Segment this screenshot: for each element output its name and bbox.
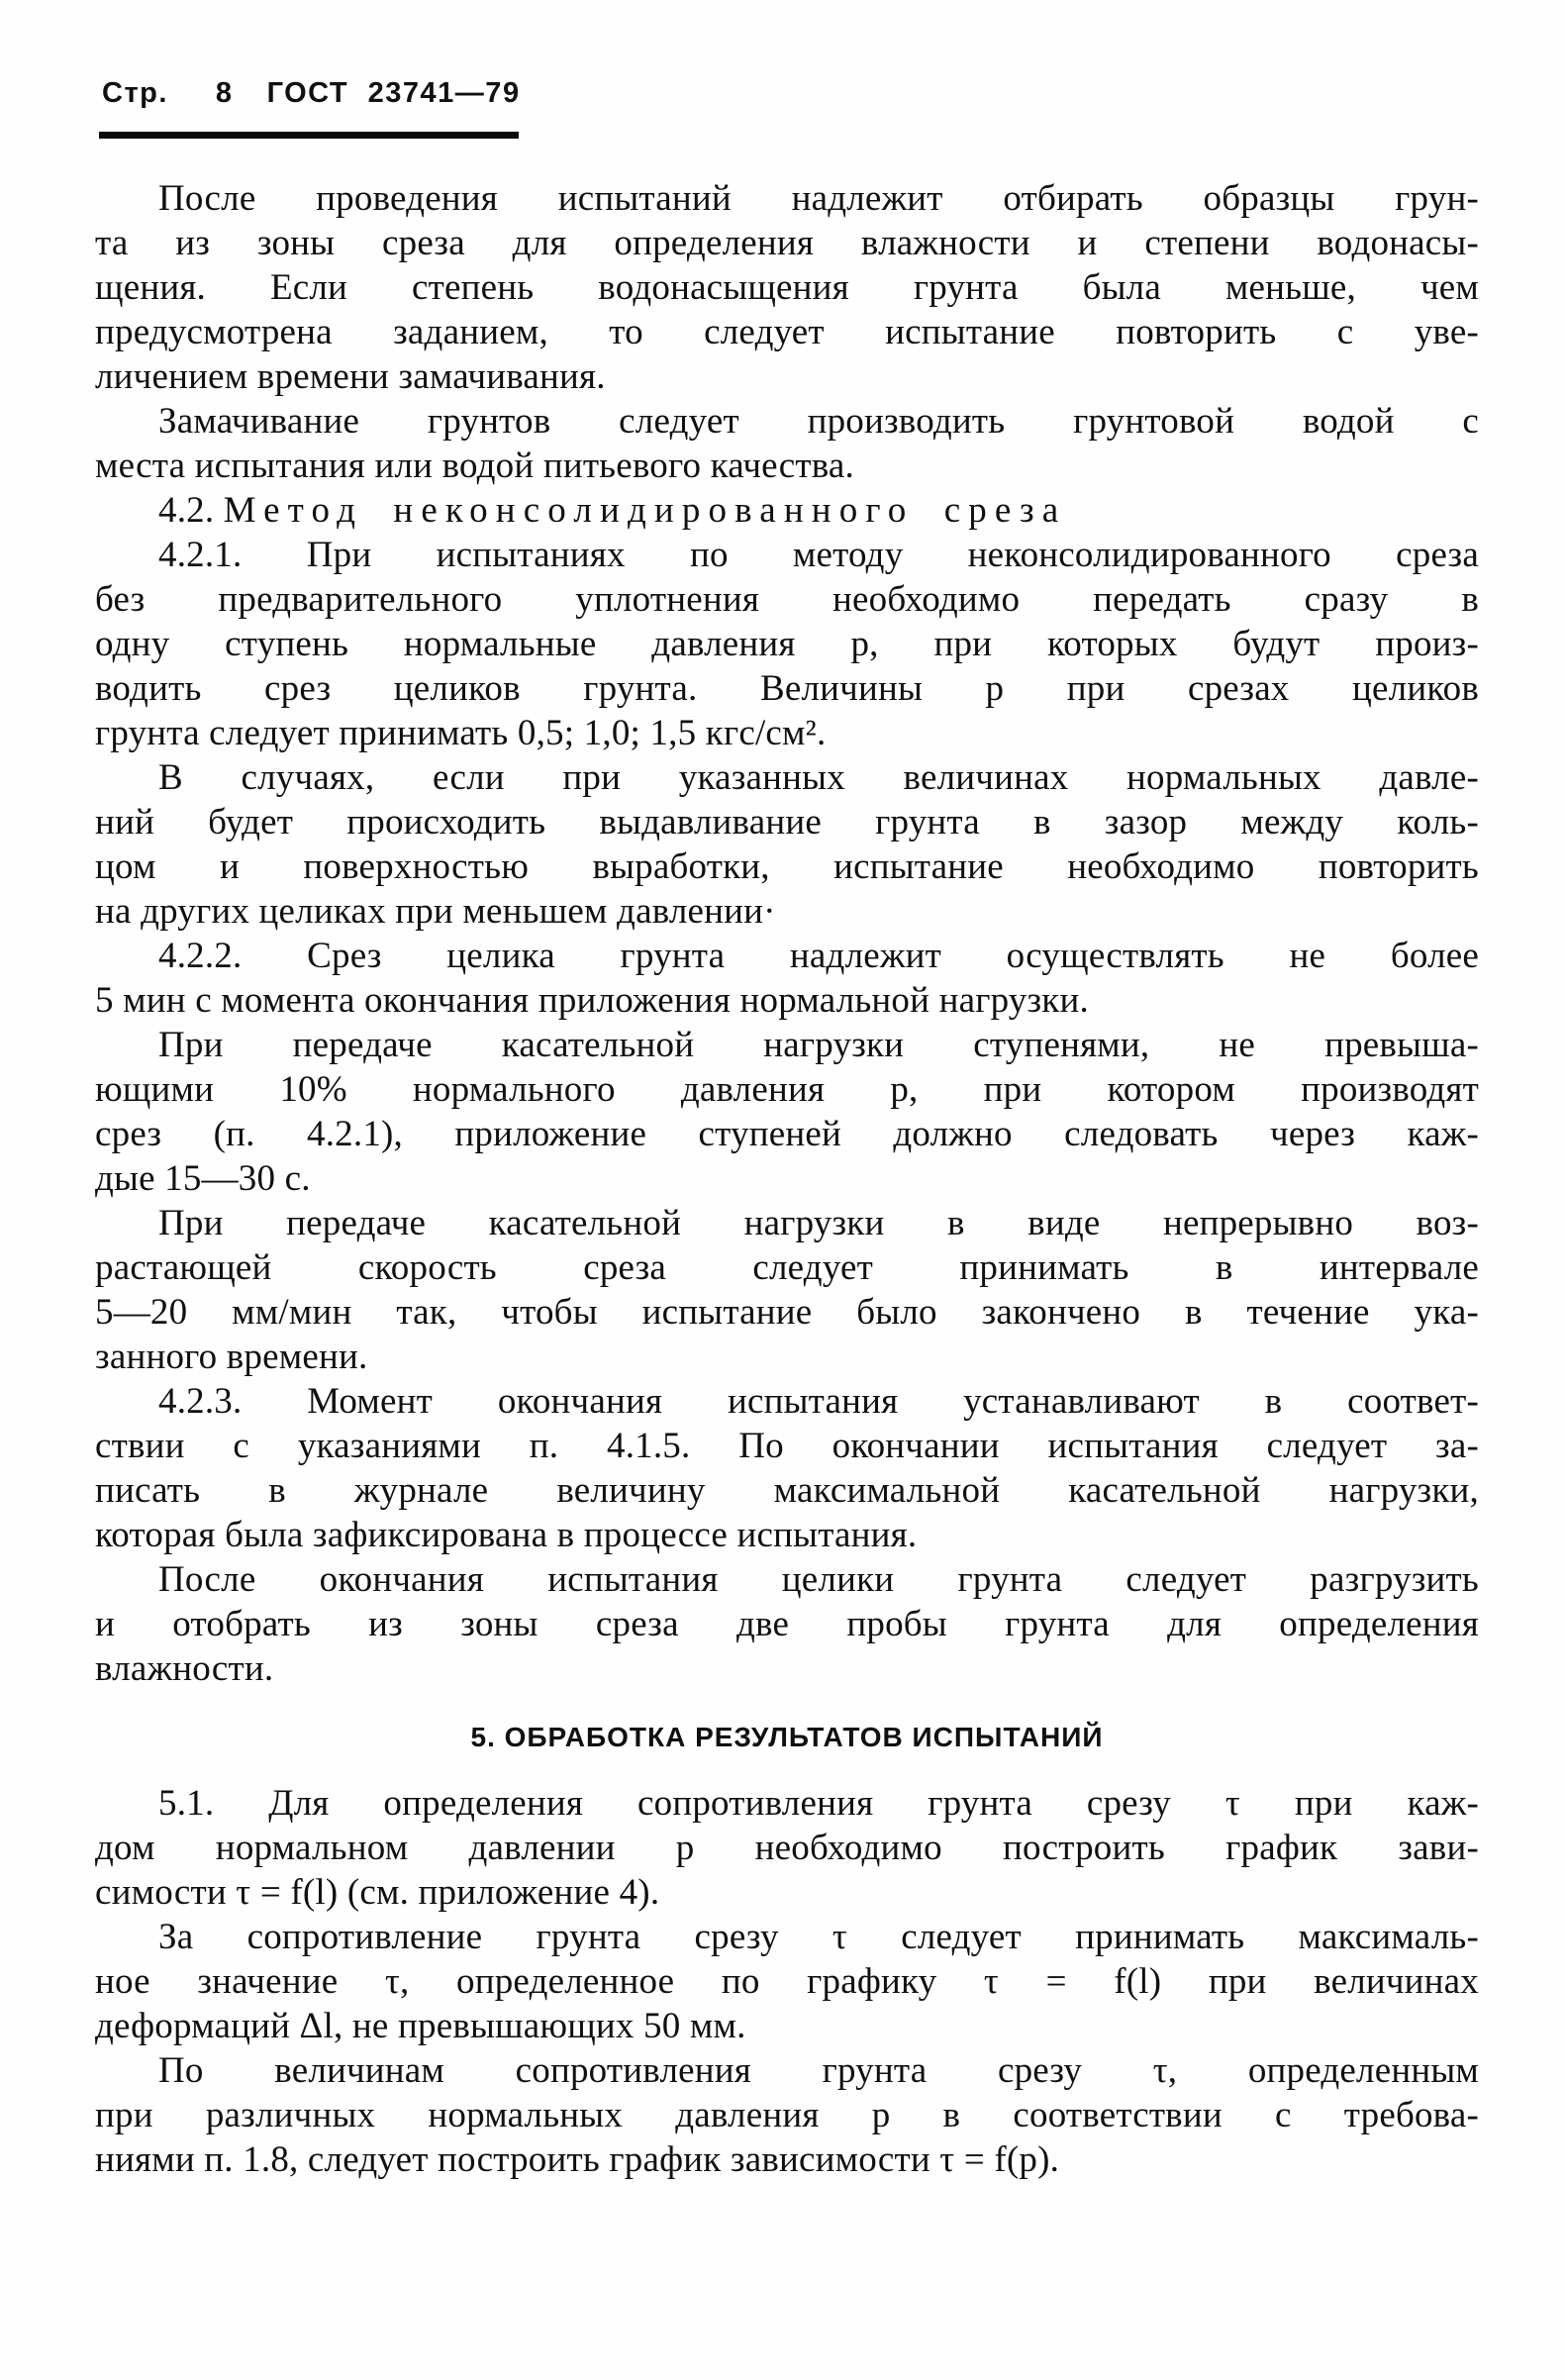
section-heading: 5. ОБРАБОТКА РЕЗУЛЬТАТОВ ИСПЫТАНИЙ (470, 1722, 1104, 1752)
paragraph (95, 533, 1479, 755)
text-line: 4.2.3. Момент окончания испытания устанавливают в соответ- (158, 1381, 1479, 1422)
text-line: предусмотрена заданием, то следует испытание повторить с уве- (95, 312, 1479, 352)
paragraph (95, 1201, 1479, 1379)
text-line: ющими 10% нормального давления p, при котором производят (95, 1069, 1479, 1110)
text-line: При передаче касательной нагрузки ступенями, не превыша- (158, 1025, 1479, 1065)
page-label: Стр. (102, 77, 168, 109)
paragraph (95, 176, 1479, 399)
text-line: места испытания или водой питьевого качества. (95, 446, 854, 486)
text-line: деформаций Δl, не превышающих 50 мм. (95, 2006, 746, 2046)
text-line: которая была зафиксирована в процессе испытания. (95, 1515, 918, 1555)
text-line: После проведения испытаний надлежит отбирать образцы грун- (158, 178, 1479, 219)
text-line: срез (п. 4.2.1), приложение ступеней должно следовать через каж- (95, 1114, 1479, 1154)
text-line: За сопротивление грунта срезу τ следует принимать максималь- (158, 1917, 1479, 1957)
subsection-number: 4.2. (158, 490, 215, 531)
subsection-heading (95, 488, 1479, 533)
text-line: на других целиках при меньшем давлении· (95, 891, 776, 932)
text-line: Замачивание грунтов следует производить грунтовой водой с (158, 401, 1479, 442)
text-line: По величинам сопротивления грунта срезу τ, определенным (158, 2050, 1479, 2091)
text-line: влажности. (95, 1648, 274, 1689)
text-line: занного времени. (95, 1337, 368, 1377)
text-line: и отобрать из зоны среза две пробы грунта для определения (95, 1604, 1479, 1644)
text-line: 4.2.2. Срез целика грунта надлежит осуществлять не более (158, 936, 1479, 976)
paragraph (95, 755, 1479, 934)
text-line: симости τ = f(l) (см. приложение 4). (95, 1872, 660, 1913)
text-line: ствии с указаниями п. 4.1.5. По окончании испытания следует за- (95, 1426, 1479, 1466)
header-rule (99, 132, 519, 139)
text-line: В случаях, если при указанных величинах нормальных давле- (158, 757, 1479, 798)
text-line: без предварительного уплотнения необходимо передать сразу в (95, 579, 1479, 620)
text-line: 5—20 мм/мин так, чтобы испытание было закончено в течение ука- (95, 1292, 1479, 1333)
text-line: цом и поверхностью выработки, испытание необходимо повторить (95, 846, 1479, 887)
text-line: одну ступень нормальные давления p, при которых будут произ- (95, 624, 1479, 664)
text-line: дые 15—30 с. (95, 1158, 311, 1199)
text-line: грунта следует принимать 0,5; 1,0; 1,5 кгс/см². (95, 713, 827, 753)
text-line: растающей скорость среза следует принимать в интервале (95, 1247, 1479, 1288)
page-number: 8 (215, 77, 234, 109)
text-line: писать в журнале величину максимальной касательной нагрузки, (95, 1470, 1479, 1511)
text-line: ниями п. 1.8, следует построить график зависимости τ = f(p). (95, 2139, 1060, 2180)
text-line: После окончания испытания целики грунта следует разгрузить (158, 1559, 1479, 1600)
text-line: при различных нормальных давления p в соответствии с требова- (95, 2095, 1479, 2135)
text-line: ний будет происходить выдавливание грунта в зазор между коль- (95, 802, 1479, 843)
paragraph (95, 1781, 1479, 1915)
document-code: ГОСТ 23741—79 (266, 77, 521, 109)
paragraph (95, 1023, 1479, 1201)
text-line: 5.1. Для определения сопротивления грунта срезу τ при каж- (158, 1783, 1479, 1824)
text-line: водить срез целиков грунта. Величины p при срезах целиков (95, 668, 1479, 709)
paragraph (95, 2048, 1479, 2182)
text-line: 4.2.1. При испытаниях по методу неконсолидированного среза (158, 535, 1479, 575)
paragraph (95, 1915, 1479, 2048)
page-header (102, 79, 521, 108)
text-line: щения. Если степень водонасыщения грунта была меньше, чем (95, 267, 1479, 308)
paragraph (95, 1557, 1479, 1691)
paragraph (95, 934, 1479, 1023)
paragraph (95, 1379, 1479, 1557)
paragraph (95, 399, 1479, 488)
text-line: 5 мин с момента окончания приложения нормальной нагрузки. (95, 980, 1089, 1021)
text-line: дом нормальном давлении p необходимо построить график зави- (95, 1828, 1479, 1868)
text-line: ное значение τ, определенное по графику τ = f(l) при величинах (95, 1961, 1479, 2002)
text-line: При передаче касательной нагрузки в виде непрерывно воз- (158, 1203, 1479, 1243)
text-line: личением времени замачивания. (95, 356, 606, 397)
document-body (95, 176, 1479, 2182)
text-line: та из зоны среза для определения влажности и степени водонасы- (95, 223, 1479, 263)
subsection-title: Метод неконсолидированного среза (223, 490, 1067, 531)
